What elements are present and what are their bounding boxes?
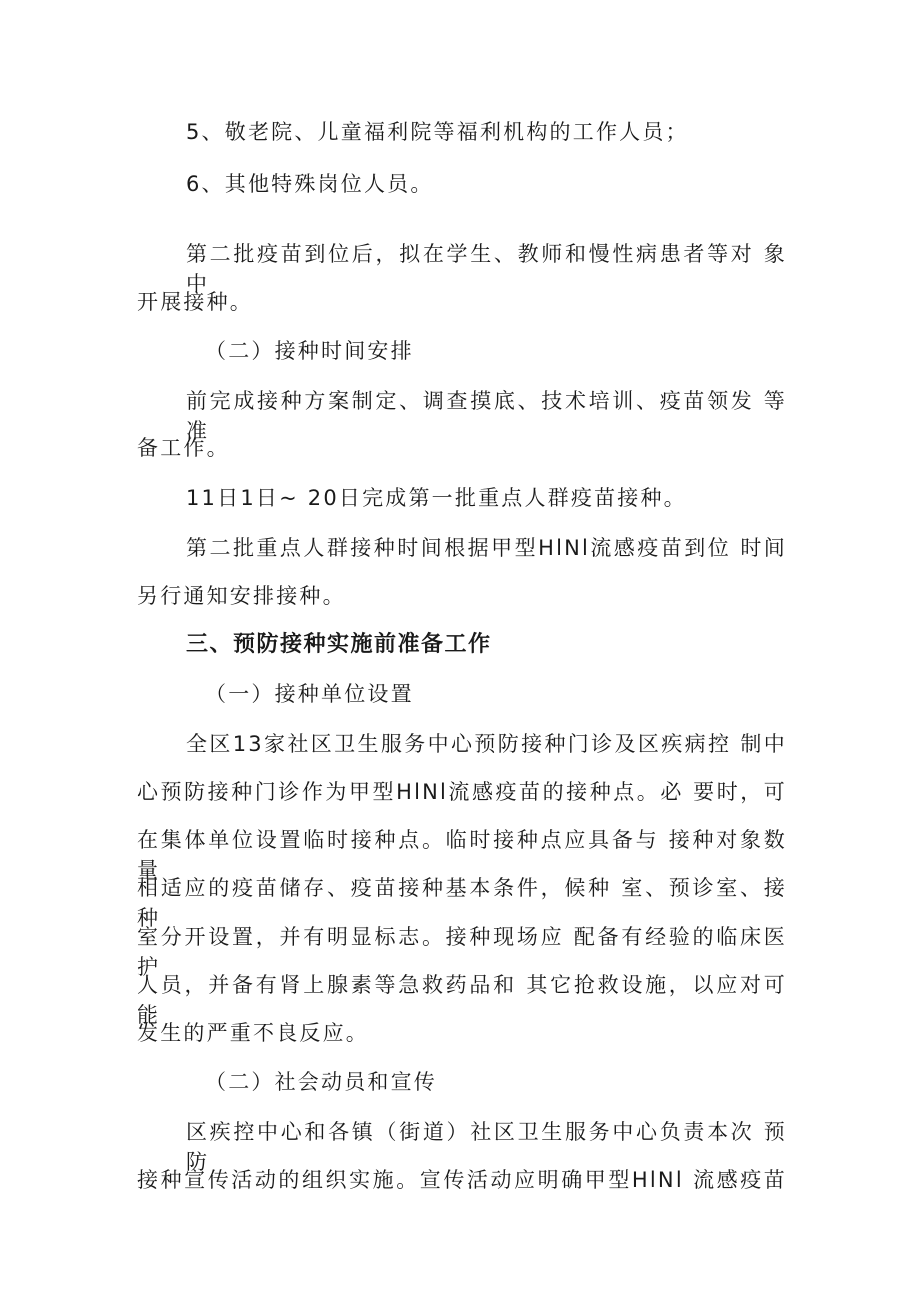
paragraph-site-line3: 在集体单位设置临时接种点。临时接种点应具备与 接种对象数量	[137, 828, 787, 882]
paragraph-batch2-line2: 开展接种。	[137, 290, 253, 314]
list-item-6: 6、其他特殊岗位人员。	[186, 172, 434, 196]
paragraph-site-line2: 心预防接种门诊作为甲型HlNl流感疫苗的接种点。必 要时，可	[137, 780, 787, 804]
paragraph-site-line5: 室分开设置，并有明显标志。接种现场应 配备有经验的临床医护	[137, 925, 787, 979]
section-title-publicity: （二）社会动员和宣传	[205, 1070, 437, 1094]
paragraph-publicity-line2: 接种宣传活动的组织实施。宣传活动应明确甲型HlNl 流感疫苗	[137, 1168, 787, 1192]
section-title-site-setup: （一）接种单位设置	[205, 682, 414, 706]
date-line: 11日1日~ 20日完成第一批重点人群疫苗接种。	[186, 486, 687, 510]
list-item-5: 5、敬老院、儿童福利院等福利机构的工作人员；	[186, 120, 689, 144]
paragraph-publicity-line1: 区疾控中心和各镇（街道）社区卫生服务中心负责本次 预防	[186, 1120, 787, 1174]
paragraph-site-line4: 相适应的疫苗储存、疫苗接种基本条件，候种 室、预诊室、接种	[137, 876, 787, 930]
chapter-title-preparation: 三、预防接种实施前准备工作	[186, 632, 492, 657]
paragraph-batch2-time-line2: 另行通知安排接种。	[137, 584, 346, 608]
paragraph-prep-line1: 前完成接种方案制定、调查摸底、技术培训、疫苗领发 等准	[186, 389, 787, 443]
section-title-schedule: （二）接种时间安排	[205, 339, 414, 363]
paragraph-batch2-line1: 第二批疫苗到位后，拟在学生、教师和慢性病患者等对 象中	[186, 242, 787, 296]
paragraph-site-line6: 人员，并备有肾上腺素等急救药品和 其它抢救设施，以应对可能	[137, 973, 787, 1027]
paragraph-prep-line2: 备工作。	[137, 436, 230, 460]
paragraph-site-line1: 全区13家社区卫生服务中心预防接种门诊及区疾病控 制中	[186, 732, 787, 756]
paragraph-batch2-time-line1: 第二批重点人群接种时间根据甲型HlNl流感疫苗到位 时间	[186, 536, 787, 560]
paragraph-site-line7: 发生的严重不良反应。	[137, 1021, 369, 1045]
